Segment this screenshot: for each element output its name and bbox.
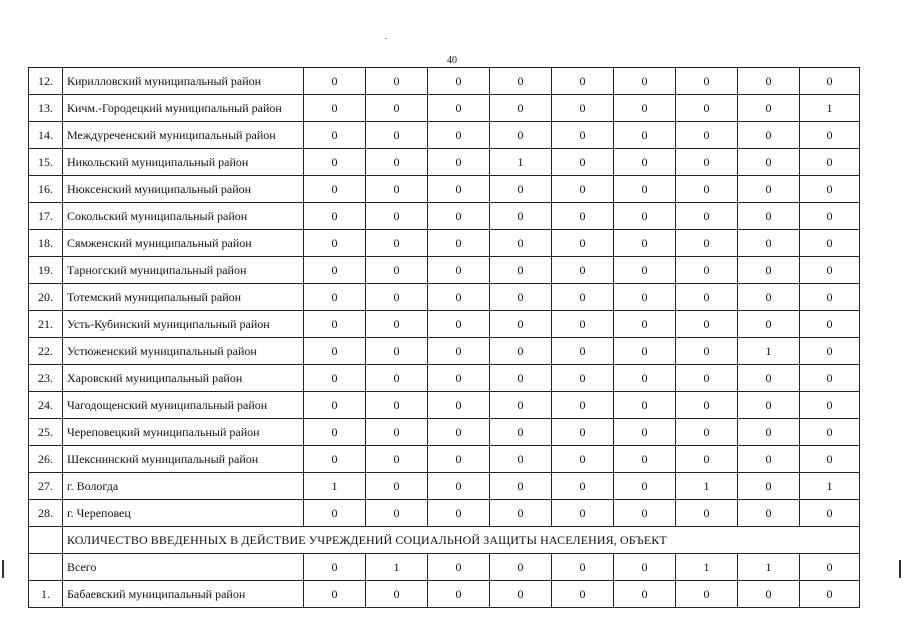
value-cell: 0 <box>428 446 490 473</box>
value-cell: 0 <box>676 311 738 338</box>
table-row <box>29 284 860 311</box>
value-cell: 0 <box>428 149 490 176</box>
value-cell: 0 <box>490 473 552 500</box>
value-cell: 0 <box>614 149 676 176</box>
row-number <box>29 554 63 581</box>
value-cell: 0 <box>614 500 676 527</box>
value-cell: 0 <box>614 473 676 500</box>
row-number: 27. <box>29 473 63 500</box>
value-cell: 0 <box>676 365 738 392</box>
value-cell: 0 <box>490 392 552 419</box>
value-cell: 0 <box>676 446 738 473</box>
table-row <box>29 446 860 473</box>
value-cell: 0 <box>552 203 614 230</box>
value-cell: 0 <box>800 365 860 392</box>
value-cell: 0 <box>304 176 366 203</box>
value-cell: 0 <box>552 68 614 95</box>
value-cell: 0 <box>490 311 552 338</box>
page-number: 40 <box>447 55 457 66</box>
value-cell: 0 <box>490 365 552 392</box>
table-row <box>29 203 860 230</box>
value-cell: 0 <box>614 446 676 473</box>
value-cell: 0 <box>304 284 366 311</box>
district-name: Кичм.-Городецкий муниципальный район <box>63 95 304 122</box>
value-cell: 0 <box>366 95 428 122</box>
value-cell: 0 <box>738 203 800 230</box>
value-cell: 0 <box>428 311 490 338</box>
value-cell: 0 <box>428 122 490 149</box>
row-number: 23. <box>29 365 63 392</box>
value-cell: 0 <box>304 446 366 473</box>
district-name: Междуреченский муниципальный район <box>63 122 304 149</box>
value-cell: 0 <box>676 581 738 608</box>
district-name: Тотемский муниципальный район <box>63 284 304 311</box>
value-cell: 1 <box>676 473 738 500</box>
value-cell: 0 <box>304 554 366 581</box>
value-cell: 0 <box>366 230 428 257</box>
value-cell: 0 <box>552 149 614 176</box>
value-cell: 0 <box>304 230 366 257</box>
value-cell: 0 <box>366 338 428 365</box>
row-number: 21. <box>29 311 63 338</box>
data-table <box>28 67 860 608</box>
row-number: 15. <box>29 149 63 176</box>
value-cell: 0 <box>428 257 490 284</box>
value-cell: 0 <box>366 176 428 203</box>
value-cell: 0 <box>490 203 552 230</box>
value-cell: 0 <box>304 257 366 284</box>
value-cell: 0 <box>366 284 428 311</box>
value-cell: 0 <box>552 419 614 446</box>
value-cell: 0 <box>490 446 552 473</box>
value-cell: 0 <box>490 500 552 527</box>
section-header-row <box>29 527 860 554</box>
table-row <box>29 392 860 419</box>
value-cell: 0 <box>366 257 428 284</box>
value-cell: 0 <box>366 473 428 500</box>
value-cell: 0 <box>800 338 860 365</box>
district-name: Нюксенский муниципальный район <box>63 176 304 203</box>
value-cell: 0 <box>552 257 614 284</box>
value-cell: 0 <box>800 392 860 419</box>
row-number: 12. <box>29 68 63 95</box>
value-cell: 0 <box>366 446 428 473</box>
district-name: Устюженский муниципальный район <box>63 338 304 365</box>
value-cell: 1 <box>738 554 800 581</box>
table-row <box>29 500 860 527</box>
value-cell: 0 <box>614 68 676 95</box>
value-cell: 0 <box>738 257 800 284</box>
value-cell: 0 <box>738 122 800 149</box>
value-cell: 0 <box>552 122 614 149</box>
table-row <box>29 581 860 608</box>
value-cell: 0 <box>552 446 614 473</box>
value-cell: 1 <box>738 338 800 365</box>
value-cell: 0 <box>676 122 738 149</box>
table-row <box>29 230 860 257</box>
value-cell: 0 <box>738 446 800 473</box>
value-cell: 0 <box>552 338 614 365</box>
value-cell: 0 <box>490 554 552 581</box>
table-row <box>29 95 860 122</box>
district-name: Шекснинский муниципальный район <box>63 446 304 473</box>
value-cell: 0 <box>366 68 428 95</box>
value-cell: 0 <box>738 95 800 122</box>
value-cell: 0 <box>738 230 800 257</box>
district-name: Бабаевский муниципальный район <box>63 581 304 608</box>
value-cell: 0 <box>800 446 860 473</box>
value-cell: 0 <box>428 338 490 365</box>
value-cell: 0 <box>738 419 800 446</box>
right-edge-mark <box>899 560 901 578</box>
table-row <box>29 68 860 95</box>
value-cell: 0 <box>614 581 676 608</box>
row-number: 20. <box>29 284 63 311</box>
value-cell: 0 <box>490 581 552 608</box>
value-cell: 0 <box>304 149 366 176</box>
table-row <box>29 311 860 338</box>
value-cell: 0 <box>614 122 676 149</box>
value-cell: 0 <box>800 203 860 230</box>
value-cell: 0 <box>428 500 490 527</box>
section-number-cell <box>29 527 63 554</box>
value-cell: 0 <box>614 257 676 284</box>
value-cell: 0 <box>552 284 614 311</box>
row-number: 25. <box>29 419 63 446</box>
value-cell: 0 <box>614 419 676 446</box>
value-cell: 0 <box>614 311 676 338</box>
value-cell: 0 <box>366 365 428 392</box>
value-cell: 1 <box>800 473 860 500</box>
table-row <box>29 122 860 149</box>
value-cell: 0 <box>428 176 490 203</box>
value-cell: 0 <box>552 176 614 203</box>
value-cell: 0 <box>490 68 552 95</box>
value-cell: 1 <box>304 473 366 500</box>
value-cell: 0 <box>428 365 490 392</box>
value-cell: 0 <box>676 230 738 257</box>
value-cell: 0 <box>490 419 552 446</box>
value-cell: 0 <box>676 338 738 365</box>
district-name: Кирилловский муниципальный район <box>63 68 304 95</box>
value-cell: 0 <box>366 122 428 149</box>
value-cell: 0 <box>676 419 738 446</box>
value-cell: 0 <box>304 392 366 419</box>
value-cell: 0 <box>738 365 800 392</box>
value-cell: 0 <box>676 95 738 122</box>
row-number: 13. <box>29 95 63 122</box>
table-row <box>29 338 860 365</box>
value-cell: 0 <box>304 68 366 95</box>
district-name: г. Череповец <box>63 500 304 527</box>
table-row <box>29 176 860 203</box>
value-cell: 0 <box>304 311 366 338</box>
district-name: Всего <box>63 554 304 581</box>
value-cell: 0 <box>428 95 490 122</box>
value-cell: 0 <box>800 554 860 581</box>
value-cell: 0 <box>552 500 614 527</box>
district-name: Тарногский муниципальный район <box>63 257 304 284</box>
value-cell: 0 <box>676 500 738 527</box>
value-cell: 0 <box>490 95 552 122</box>
district-name: Никольский муниципальный район <box>63 149 304 176</box>
value-cell: 0 <box>490 257 552 284</box>
value-cell: 0 <box>366 500 428 527</box>
value-cell: 0 <box>800 122 860 149</box>
value-cell: 0 <box>614 554 676 581</box>
value-cell: 0 <box>552 95 614 122</box>
value-cell: 0 <box>800 419 860 446</box>
value-cell: 0 <box>738 500 800 527</box>
table-row <box>29 554 860 581</box>
value-cell: 0 <box>800 149 860 176</box>
scan-dot <box>385 38 387 39</box>
value-cell: 0 <box>490 284 552 311</box>
value-cell: 0 <box>614 338 676 365</box>
value-cell: 0 <box>366 581 428 608</box>
value-cell: 0 <box>366 203 428 230</box>
value-cell: 0 <box>366 419 428 446</box>
value-cell: 0 <box>552 473 614 500</box>
table-body <box>29 68 860 608</box>
value-cell: 0 <box>490 176 552 203</box>
value-cell: 0 <box>800 176 860 203</box>
row-number: 16. <box>29 176 63 203</box>
value-cell: 0 <box>738 311 800 338</box>
district-name: Сокольский муниципальный район <box>63 203 304 230</box>
value-cell: 0 <box>676 176 738 203</box>
value-cell: 0 <box>304 581 366 608</box>
value-cell: 0 <box>552 311 614 338</box>
row-number: 26. <box>29 446 63 473</box>
value-cell: 0 <box>800 581 860 608</box>
value-cell: 0 <box>304 122 366 149</box>
row-number: 17. <box>29 203 63 230</box>
value-cell: 0 <box>676 284 738 311</box>
value-cell: 0 <box>552 581 614 608</box>
value-cell: 0 <box>800 230 860 257</box>
value-cell: 0 <box>428 392 490 419</box>
value-cell: 0 <box>366 149 428 176</box>
value-cell: 0 <box>490 338 552 365</box>
value-cell: 0 <box>738 473 800 500</box>
value-cell: 0 <box>366 311 428 338</box>
value-cell: 0 <box>614 365 676 392</box>
value-cell: 0 <box>304 419 366 446</box>
table-row <box>29 473 860 500</box>
value-cell: 0 <box>428 284 490 311</box>
value-cell: 0 <box>800 311 860 338</box>
row-number: 1. <box>29 581 63 608</box>
value-cell: 0 <box>490 122 552 149</box>
value-cell: 0 <box>428 230 490 257</box>
value-cell: 0 <box>738 176 800 203</box>
value-cell: 1 <box>800 95 860 122</box>
section-title: КОЛИЧЕСТВО ВВЕДЕННЫХ В ДЕЙСТВИЕ УЧРЕЖДЕНИЙ СОЦИАЛЬНОЙ ЗАЩИТЫ НАСЕЛЕНИЯ, ОБЪЕКТ <box>63 527 860 554</box>
value-cell: 0 <box>614 230 676 257</box>
value-cell: 0 <box>552 392 614 419</box>
value-cell: 0 <box>304 203 366 230</box>
value-cell: 0 <box>428 473 490 500</box>
value-cell: 1 <box>676 554 738 581</box>
table-row <box>29 365 860 392</box>
row-number: 24. <box>29 392 63 419</box>
value-cell: 0 <box>676 149 738 176</box>
value-cell: 0 <box>428 203 490 230</box>
value-cell: 0 <box>676 203 738 230</box>
value-cell: 0 <box>800 68 860 95</box>
value-cell: 0 <box>738 68 800 95</box>
value-cell: 0 <box>738 581 800 608</box>
table-row <box>29 419 860 446</box>
district-name: Череповецкий муниципальный район <box>63 419 304 446</box>
row-number: 28. <box>29 500 63 527</box>
district-name: г. Вологда <box>63 473 304 500</box>
value-cell: 0 <box>304 95 366 122</box>
district-name: Харовский муниципальный район <box>63 365 304 392</box>
row-number: 19. <box>29 257 63 284</box>
value-cell: 0 <box>304 365 366 392</box>
value-cell: 0 <box>614 392 676 419</box>
value-cell: 0 <box>614 176 676 203</box>
value-cell: 0 <box>366 392 428 419</box>
value-cell: 0 <box>428 68 490 95</box>
value-cell: 0 <box>428 554 490 581</box>
value-cell: 0 <box>304 338 366 365</box>
value-cell: 0 <box>676 392 738 419</box>
value-cell: 0 <box>676 68 738 95</box>
value-cell: 0 <box>738 149 800 176</box>
value-cell: 0 <box>428 419 490 446</box>
left-edge-mark <box>2 560 4 578</box>
row-number: 18. <box>29 230 63 257</box>
district-name: Чагодощенский муниципальный район <box>63 392 304 419</box>
district-name: Сямженский муниципальный район <box>63 230 304 257</box>
value-cell: 0 <box>614 95 676 122</box>
value-cell: 0 <box>552 554 614 581</box>
value-cell: 0 <box>304 500 366 527</box>
value-cell: 0 <box>800 284 860 311</box>
value-cell: 0 <box>490 230 552 257</box>
value-cell: 1 <box>366 554 428 581</box>
row-number: 14. <box>29 122 63 149</box>
table-row <box>29 257 860 284</box>
district-name: Усть-Кубинский муниципальный район <box>63 311 304 338</box>
value-cell: 0 <box>676 257 738 284</box>
value-cell: 0 <box>614 203 676 230</box>
value-cell: 0 <box>614 284 676 311</box>
value-cell: 0 <box>738 392 800 419</box>
value-cell: 0 <box>552 365 614 392</box>
value-cell: 0 <box>552 230 614 257</box>
value-cell: 0 <box>738 284 800 311</box>
value-cell: 1 <box>490 149 552 176</box>
row-number: 22. <box>29 338 63 365</box>
value-cell: 0 <box>800 500 860 527</box>
value-cell: 0 <box>800 257 860 284</box>
table-row <box>29 149 860 176</box>
value-cell: 0 <box>428 581 490 608</box>
